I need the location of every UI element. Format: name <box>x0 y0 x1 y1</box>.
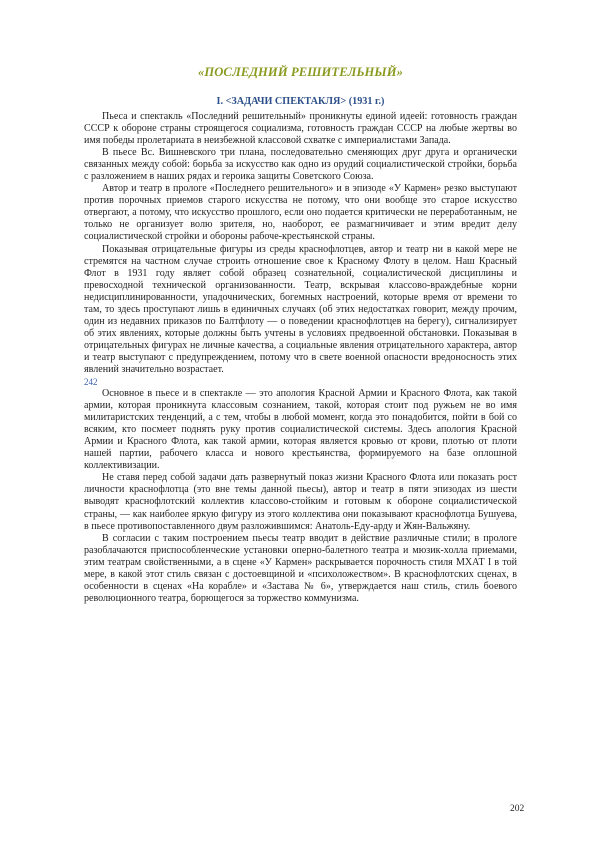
paragraph: В согласии с таким построением пьесы театр вводит в действие различные стили; в прологе разоблачаются приспособленческие установки оперно-балетного театра и мюзик-холла приемами, этим театрам свойственными, а в сцене «У Кармен» раскрывается порочность стиля МХАТ I в той мере, в какой этот стиль связан с достоевщиной и «психоложеством». В краснофлотских сценах, в особенности в сценах «На корабле» и «Застава № 6», утверждается наш стиль, стиль боевого революционного театра, борющегося за торжество коммунизма. <box>84 532 517 604</box>
page-number: 202 <box>510 804 525 814</box>
document-title: «ПОСЛЕДНИЙ РЕШИТЕЛЬНЫЙ» <box>197 65 404 79</box>
paragraph: Показывая отрицательные фигуры из среды краснофлотцев, автор и театр ни в какой мере не стремятся на частном случае строить отношение свое к Красному Флоту в целом. Наш Красный Флот в 1931 году являет собой образец сознательной, социалистической дисциплины и превосходной технической организованности. Театр, вскрывая классово-враждебные корни недисциплинированности, упадочнических, богемных настроений, которые время от времени то там, то здесь проступают лишь в единичных случаях (об этих недостатках говорит, между прочим, один из недавних приказов по Балтфлоту — о поведении краснофлотцев на берегу), сигнализирует об этих явлениях, которые должны быть учтены в условиях предвоенной обстановки. Показывая в отрицательных фигурах не личные качества, а социальные явления отрицательного характера, автор и театр выступают с предупреждением, потому что в свете военной опасности вредоносность этих явлений значительно возрастает. <box>84 243 517 375</box>
paragraph: Пьеса и спектакль «Последний решительный» проникнуты единой идеей: готовность граждан СССР к обороне страны строящегося социализма, готовность граждан СССР на любые жертвы во имя победы пролетариата в неизбежной классовой схватке с империалистами Запада. <box>84 111 517 147</box>
paragraph: Основное в пьесе и в спектакле — это апология Красной Армии и Красного Флота, как такой армии, которая проникнута классовым сознанием, такой, которая стоит под ружьем не во имя милитаристских тенденций, а с тем, чтобы в любой момент, когда это понадобится, пойти в бой со всяким, кто посмеет поднять руку против социалистической системы. Здесь апология Красной Армии и Красного Флота, как такой армии, которая является кровью от крови, плотью от плоти нашей партии, рабочего класса и нового крестьянства, формируемого на базе оплошной коллективизации. <box>84 388 517 472</box>
section-title: I. <ЗАДАЧИ СПЕКТАКЛЯ> (1931 г.) <box>216 96 385 107</box>
page-reference: 242 <box>84 377 98 388</box>
document-page <box>84 64 517 605</box>
paragraph: Не ставя перед собой задачи дать развернутый показ жизни Красного Флота или показать рост личности краснофлотца (это вне темы данной пьесы), автор и театр в пяти эпизодах из шести выводят краснофлотский коллектив классово-стойким и готовым к обороне социалистической страны, — как наиболее яркую фигуру из этого коллектива они показывают краснофлотца Бушуева, в пьесе противопоставленного двум разложившимся: Анатоль-Еду-арду и Жян-Вальжяну. <box>84 472 517 532</box>
paragraph: В пьесе Вс. Вишневского три плана, последовательно сменяющих друг друга и органически связанных между собой: борьба за искусство как одно из орудий социалистической стройки, борьба с разложением в наших рядах и героика защиты Советского Союза. <box>84 147 517 183</box>
paragraph: Автор и театр в прологе «Последнего решительного» и в эпизоде «У Кармен» резко выступают против порочных приемов старого искусства не потому, что они вообще это старое искусство отвергают, а потому, что искусство прошлого, если оно подается критически не переработанным, не только не организует волю зрителя, но, наоборот, ее размагничивает и этим вредит делу социалистической стройки и обороны рабоче-крестьянской страны. <box>84 183 517 243</box>
